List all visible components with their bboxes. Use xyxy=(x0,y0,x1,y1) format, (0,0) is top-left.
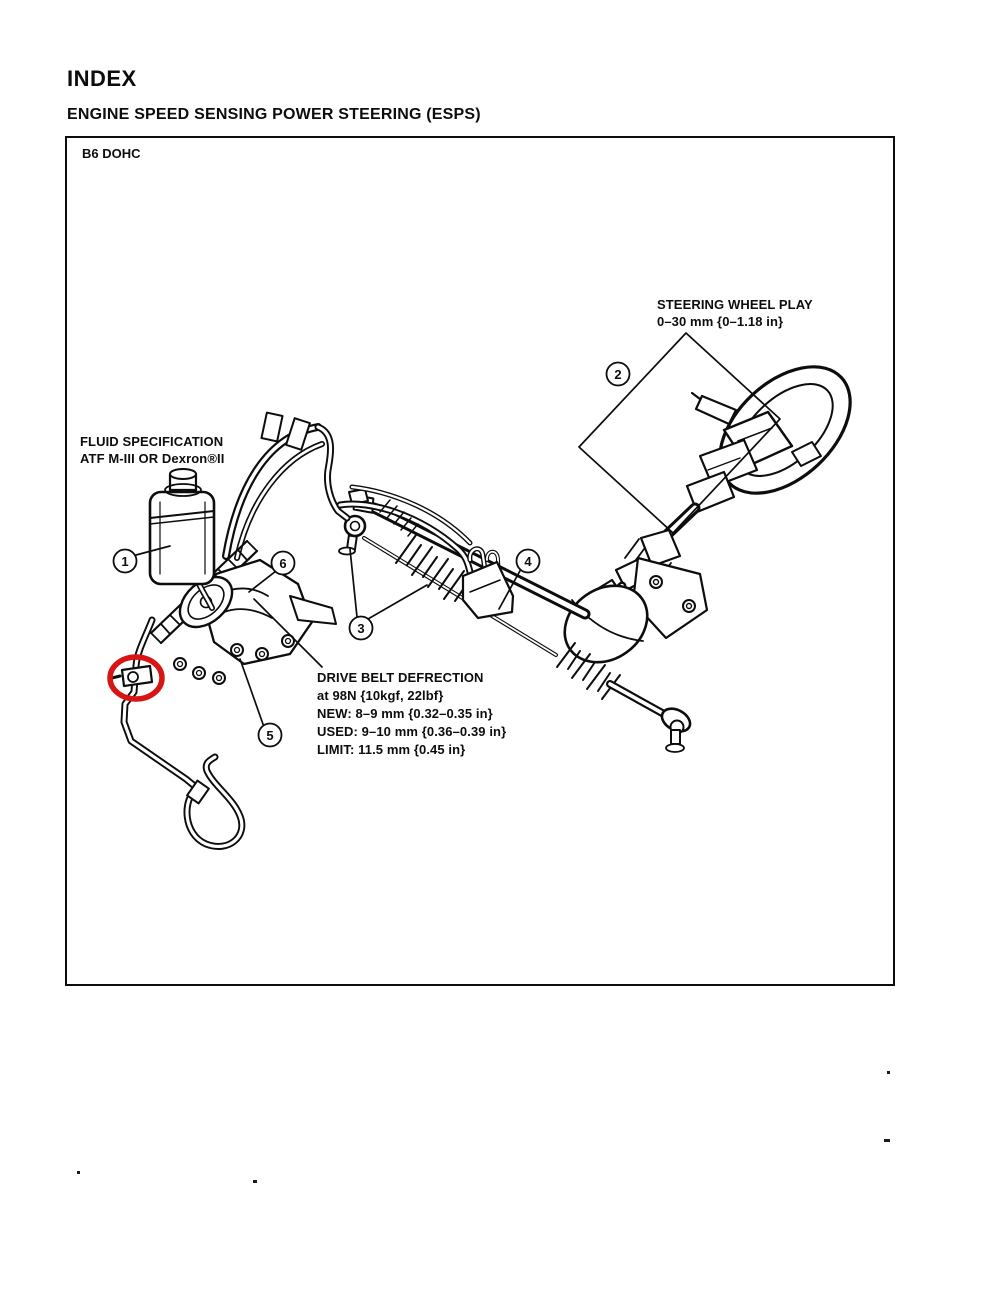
callout-number: 1 xyxy=(121,554,129,569)
pipe-fitting xyxy=(112,666,152,686)
callout-number: 4 xyxy=(524,554,532,569)
note-line: DRIVE BELT DEFRECTION xyxy=(317,670,484,685)
page-subtitle: ENGINE SPEED SENSING POWER STEERING (ESPS) xyxy=(67,106,481,123)
callout-4 xyxy=(517,550,540,573)
return-pipe xyxy=(112,620,242,846)
callout-5 xyxy=(259,724,282,747)
leader-line xyxy=(240,659,264,727)
callout-number: 5 xyxy=(266,728,274,743)
note-line: FLUID SPECIFICATION xyxy=(80,434,224,449)
callout-1 xyxy=(114,550,137,573)
callout-3 xyxy=(350,617,373,640)
pump-bracket xyxy=(290,596,336,624)
note-line: LIMIT: 11.5 mm {0.45 in} xyxy=(317,742,466,757)
callout-number: 3 xyxy=(357,621,365,636)
callout-number: 2 xyxy=(614,367,622,382)
callout-2 xyxy=(607,363,630,386)
figure-variant-label: B6 DOHC xyxy=(82,146,141,161)
leader-line xyxy=(368,585,427,619)
page-title: INDEX xyxy=(67,66,137,91)
pipe-valve-body xyxy=(463,549,513,618)
tie-rod-end-right xyxy=(610,684,694,752)
note-line: at 98N {10kgf, 22lbf} xyxy=(317,688,444,703)
note-line: USED: 9–10 mm {0.36–0.39 in} xyxy=(317,724,507,739)
note-line: STEERING WHEEL PLAY xyxy=(657,297,813,312)
callout-6 xyxy=(272,552,295,575)
note-line: NEW: 8–9 mm {0.32–0.35 in} xyxy=(317,706,493,721)
leader-line xyxy=(350,549,357,617)
note-line: ATF M-III OR Dexron®II xyxy=(80,451,225,466)
callout-number: 6 xyxy=(279,556,287,571)
turn-signal-stalk xyxy=(692,393,736,424)
tie-rod-end-left xyxy=(339,489,368,555)
note-line: 0–30 mm {0–1.18 in} xyxy=(657,314,784,329)
